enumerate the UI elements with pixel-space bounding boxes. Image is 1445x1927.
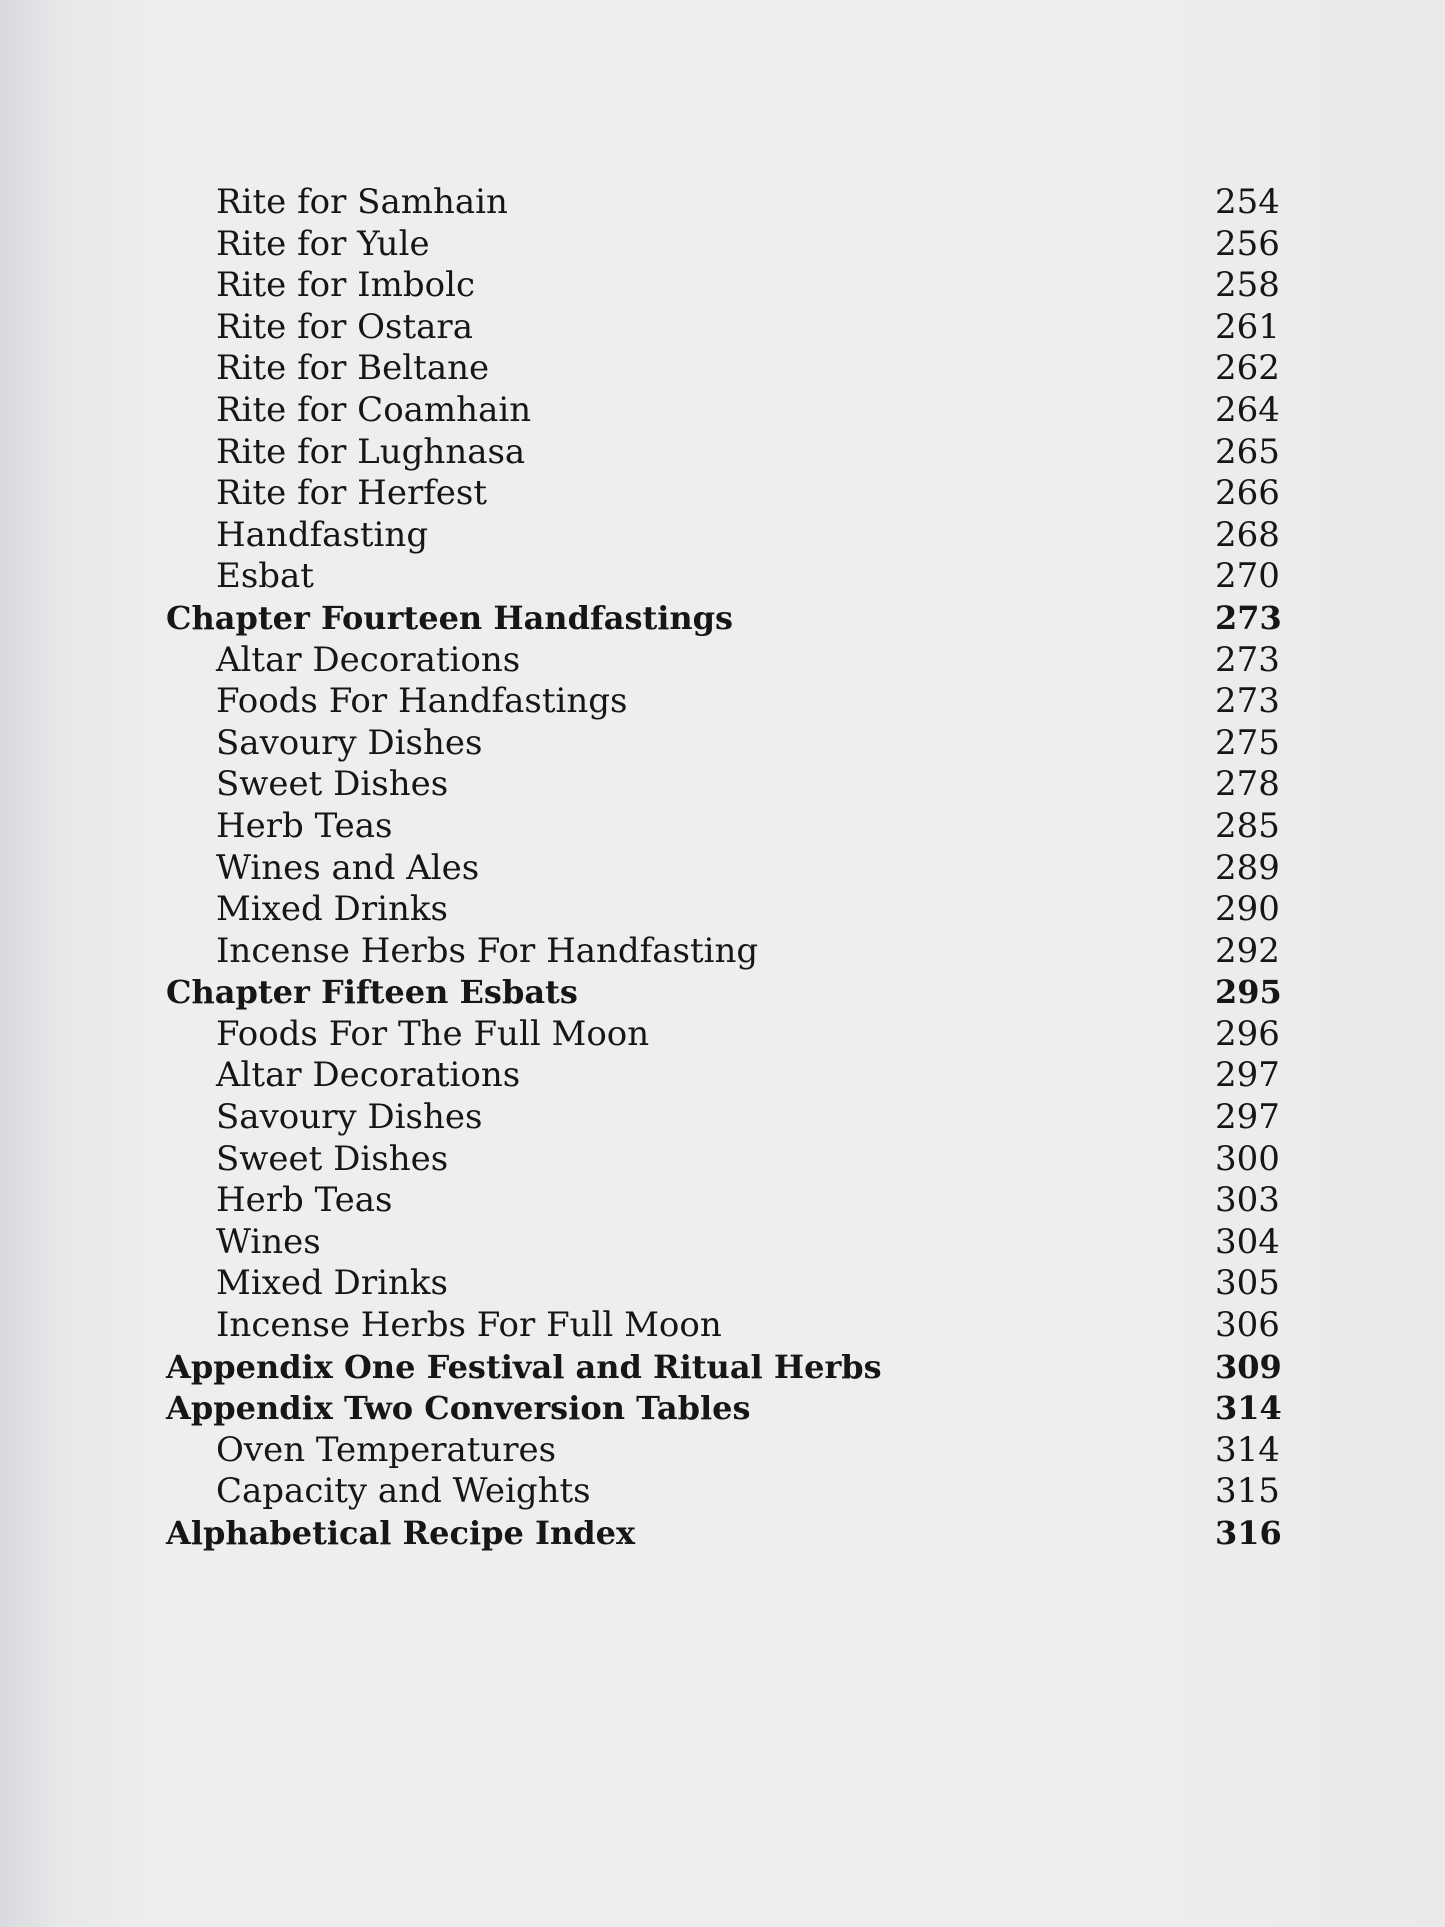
toc-entry-title: Oven Temperatures — [216, 1429, 557, 1470]
toc-row — [0, 1097, 1445, 1139]
toc-row — [0, 1471, 1445, 1513]
toc-page-number: 297 — [1215, 1097, 1280, 1138]
toc-page-number: 266 — [1215, 473, 1280, 514]
toc-page-number: 314 — [1215, 1389, 1282, 1428]
toc-page-number: 304 — [1215, 1221, 1280, 1262]
toc-entry-title: Chapter Fifteen Esbats — [166, 973, 578, 1012]
toc-page-number: 305 — [1215, 1263, 1280, 1304]
toc-entry-title: Handfasting — [216, 514, 429, 555]
toc-page-number: 295 — [1215, 973, 1282, 1012]
toc-page-number: 261 — [1215, 306, 1280, 347]
toc-row — [0, 1305, 1445, 1347]
toc-chapter-row — [0, 1388, 1445, 1430]
toc-row — [0, 473, 1445, 515]
toc-page-number: 314 — [1215, 1429, 1280, 1470]
toc-page-number: 273 — [1215, 681, 1280, 722]
toc-entry-title: Savoury Dishes — [216, 722, 483, 763]
toc-page-number: 264 — [1215, 389, 1280, 430]
toc-page-number: 268 — [1215, 514, 1280, 555]
toc-entry-title: Altar Decorations — [216, 639, 521, 680]
toc-entry-title: Herb Teas — [216, 805, 393, 846]
toc-entry-title: Wines — [216, 1221, 321, 1262]
toc-entry-title: Foods For The Full Moon — [216, 1013, 650, 1054]
toc-entry-title: Rite for Ostara — [216, 306, 473, 347]
toc-row — [0, 348, 1445, 390]
toc-entry-title: Rite for Imbolc — [216, 265, 476, 306]
toc-page-number: 273 — [1215, 598, 1282, 637]
toc-entry-title: Mixed Drinks — [216, 1263, 448, 1304]
toc-row — [0, 1139, 1445, 1181]
toc-row — [0, 265, 1445, 307]
toc-entry-title: Chapter Fourteen Handfastings — [166, 598, 734, 637]
toc-page-number: 315 — [1215, 1471, 1280, 1512]
toc-entry-title: Savoury Dishes — [216, 1097, 483, 1138]
toc-chapter-row — [0, 1347, 1445, 1389]
toc-page-number: 285 — [1215, 805, 1280, 846]
toc-entry-title: Appendix One Festival and Ritual Herbs — [166, 1347, 882, 1386]
toc-row — [0, 1430, 1445, 1472]
toc-chapter-row — [0, 1513, 1445, 1555]
toc-entry-title: Incense Herbs For Full Moon — [216, 1305, 722, 1346]
toc-page-number: 256 — [1215, 223, 1280, 264]
toc-entry-title: Rite for Coamhain — [216, 389, 532, 430]
toc-row — [0, 889, 1445, 931]
toc-entry-title: Altar Decorations — [216, 1055, 521, 1096]
toc-entry-title: Rite for Samhain — [216, 182, 508, 222]
toc-page-number: 258 — [1215, 265, 1280, 306]
toc-row — [0, 556, 1445, 598]
toc-entry-title: Sweet Dishes — [216, 1138, 449, 1179]
toc-row — [0, 681, 1445, 723]
toc-row — [0, 515, 1445, 557]
toc-entry-title: Wines and Ales — [216, 847, 480, 888]
toc-entry-title: Rite for Herfest — [216, 473, 488, 514]
toc-page-number: 270 — [1215, 556, 1280, 597]
toc-row — [0, 1222, 1445, 1264]
toc-entry-title: Rite for Yule — [216, 223, 430, 264]
toc-page-number: 309 — [1215, 1347, 1282, 1386]
toc-row — [0, 1055, 1445, 1097]
toc-page-number: 265 — [1215, 431, 1280, 472]
toc-entry-title: Mixed Drinks — [216, 889, 448, 930]
toc-entry-title: Rite for Beltane — [216, 348, 490, 389]
toc-page-number: 316 — [1215, 1514, 1282, 1552]
toc-row — [0, 432, 1445, 474]
toc-page-number: 297 — [1215, 1055, 1280, 1096]
toc-entry-title: Sweet Dishes — [216, 764, 449, 805]
toc-row — [0, 723, 1445, 765]
toc-row — [0, 848, 1445, 890]
toc-page-number: 254 — [1215, 182, 1280, 222]
toc-chapter-row — [0, 972, 1445, 1014]
toc-page-number: 303 — [1215, 1180, 1280, 1221]
toc-page-number: 262 — [1215, 348, 1280, 389]
toc-row — [0, 806, 1445, 848]
toc-page-number: 275 — [1215, 722, 1280, 763]
toc-entry-title: Esbat — [216, 556, 314, 597]
toc-page-number: 290 — [1215, 889, 1280, 930]
toc-page-number: 306 — [1215, 1305, 1280, 1346]
toc-row — [0, 182, 1445, 224]
toc-entry-title: Alphabetical Recipe Index — [166, 1514, 636, 1552]
toc-row — [0, 1014, 1445, 1056]
table-of-contents — [0, 182, 1445, 1555]
toc-row — [0, 640, 1445, 682]
toc-page-number: 278 — [1215, 764, 1280, 805]
toc-page-number: 273 — [1215, 639, 1280, 680]
toc-row — [0, 1263, 1445, 1305]
toc-entry-title: Appendix Two Conversion Tables — [166, 1389, 751, 1428]
toc-chapter-row — [0, 598, 1445, 640]
toc-row — [0, 931, 1445, 973]
toc-entry-title: Rite for Lughnasa — [216, 431, 526, 472]
toc-page-number: 300 — [1215, 1138, 1280, 1179]
toc-row — [0, 1180, 1445, 1222]
toc-row — [0, 307, 1445, 349]
toc-page-number: 296 — [1215, 1013, 1280, 1054]
toc-entry-title: Foods For Handfastings — [216, 681, 628, 722]
toc-row — [0, 224, 1445, 266]
toc-page-number: 289 — [1215, 847, 1280, 888]
toc-entry-title: Capacity and Weights — [216, 1471, 591, 1512]
toc-entry-title: Herb Teas — [216, 1180, 393, 1221]
toc-row — [0, 764, 1445, 806]
toc-row — [0, 390, 1445, 432]
toc-page-number: 292 — [1215, 930, 1280, 971]
toc-entry-title: Incense Herbs For Handfasting — [216, 930, 759, 971]
